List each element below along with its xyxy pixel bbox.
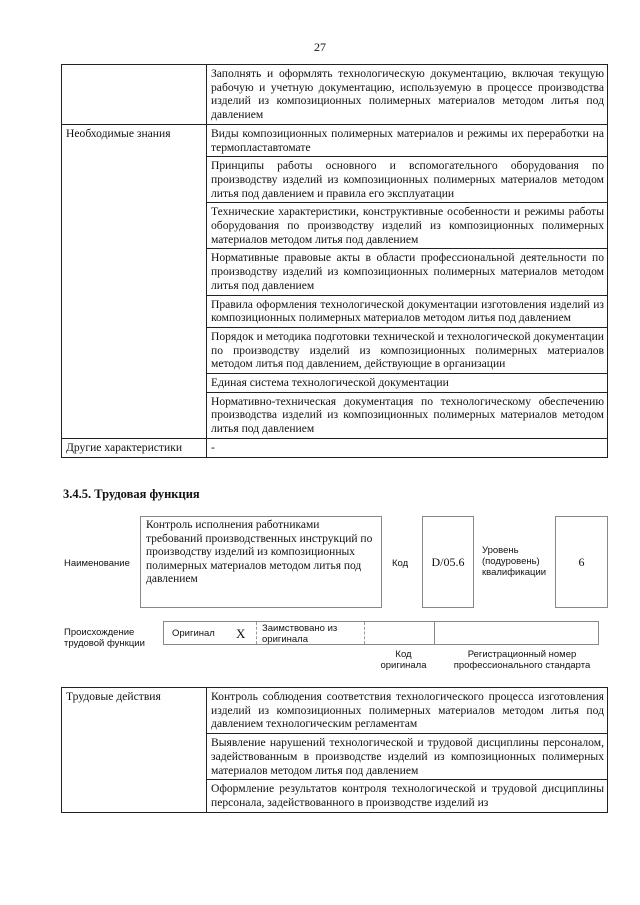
function-code-box [422,516,474,608]
knowledge-table [61,64,608,458]
divider [434,622,435,644]
level-label: Уровень (подуровень) квалификации [482,545,547,578]
row-text: Принципы работы основного и вспомогательного оборудования по производству изделий из композиционных полимерных материалов методом литья под давлением и правила его эксплуатации [207,157,608,203]
original-mark: X [236,626,246,641]
function-code-value: D/05.6 [431,554,465,569]
row-text: Технические характеристики, конструктивные особенности и режимы работы оборудования по производству изделий из композиционных полимерных материалов методом литья под давлением [207,203,608,249]
table-row [62,438,608,457]
row-text: Правила оформления технологической документации изготовления изделий из композиционных полимерных материалов методом литья под давлением [207,295,608,327]
row-text: Контроль соблюдения соответствия технологического процесса изготовления изделий из композиционных полимерных материалов методом литья под давлением технологическим регламентам [207,688,608,734]
row-text: Виды композиционных полимерных материалов и режимы их переработки на термопластавтомате [207,124,608,156]
section-title: 3.4.5. Трудовая функция [63,487,200,501]
qualification-level-box [555,516,608,608]
page-number: 27 [314,40,326,54]
code-original-caption: Код оригинала [380,649,427,671]
origin-row [163,621,599,645]
row-text: Нормативно-техническая документация по технологическому обеспечению производства изделий из композиционных полимерных материалов методом литья под давлением [207,392,608,438]
table-row [62,688,608,734]
divider [256,622,257,644]
borrowed-label: Заимствовано из оригинала [262,623,338,645]
table-row [62,65,608,125]
table-row [62,124,608,156]
row-label [62,65,207,125]
row-label: Необходимые знания [62,124,207,438]
row-text: - [207,438,608,457]
row-text: Оформление результатов контроля технологической и трудовой дисциплины персонала, задействованного в производстве изделий из [207,780,608,812]
original-label: Оригинал [172,628,215,639]
row-text: Нормативные правовые акты в области профессиональной деятельности по производству изделий из композиционных полимерных материалов методом литья под давлением [207,249,608,295]
row-text: Заполнять и оформлять технологическую документацию, включая текущую рабочую и учетную документацию, используемую в процессе производства изделий из композиционных полимерных материалов методом литья под давлением [207,65,608,125]
function-name-value: Контроль исполнения работниками требований производственных инструкций по производству изделий из композиционных полимерных материалов методом литья под давлением [146,519,373,585]
code-label: Код [392,558,409,569]
divider [364,622,365,644]
row-text: Единая система технологической документации [207,374,608,393]
row-label: Трудовые действия [62,688,207,813]
labor-actions-table [61,687,608,813]
row-label: Другие характеристики [62,438,207,457]
row-text: Выявление нарушений технологической и трудовой дисциплины персоналом, задействованным в производстве изделий из композиционных полимерных материалов методом литья под давлением [207,734,608,780]
origin-label: Происхождение трудовой функции [64,627,145,649]
qualification-level-value: 6 [578,554,585,569]
row-text: Порядок и методика подготовки технической и технологической документации по производству изделий из композиционных полимерных материалов методом литья под давлением, действующие в организации [207,327,608,373]
reg-number-caption: Регистрационный номер профессионального стандарта [453,649,591,671]
function-name-box [140,516,382,608]
name-label: Наименование [64,558,130,569]
